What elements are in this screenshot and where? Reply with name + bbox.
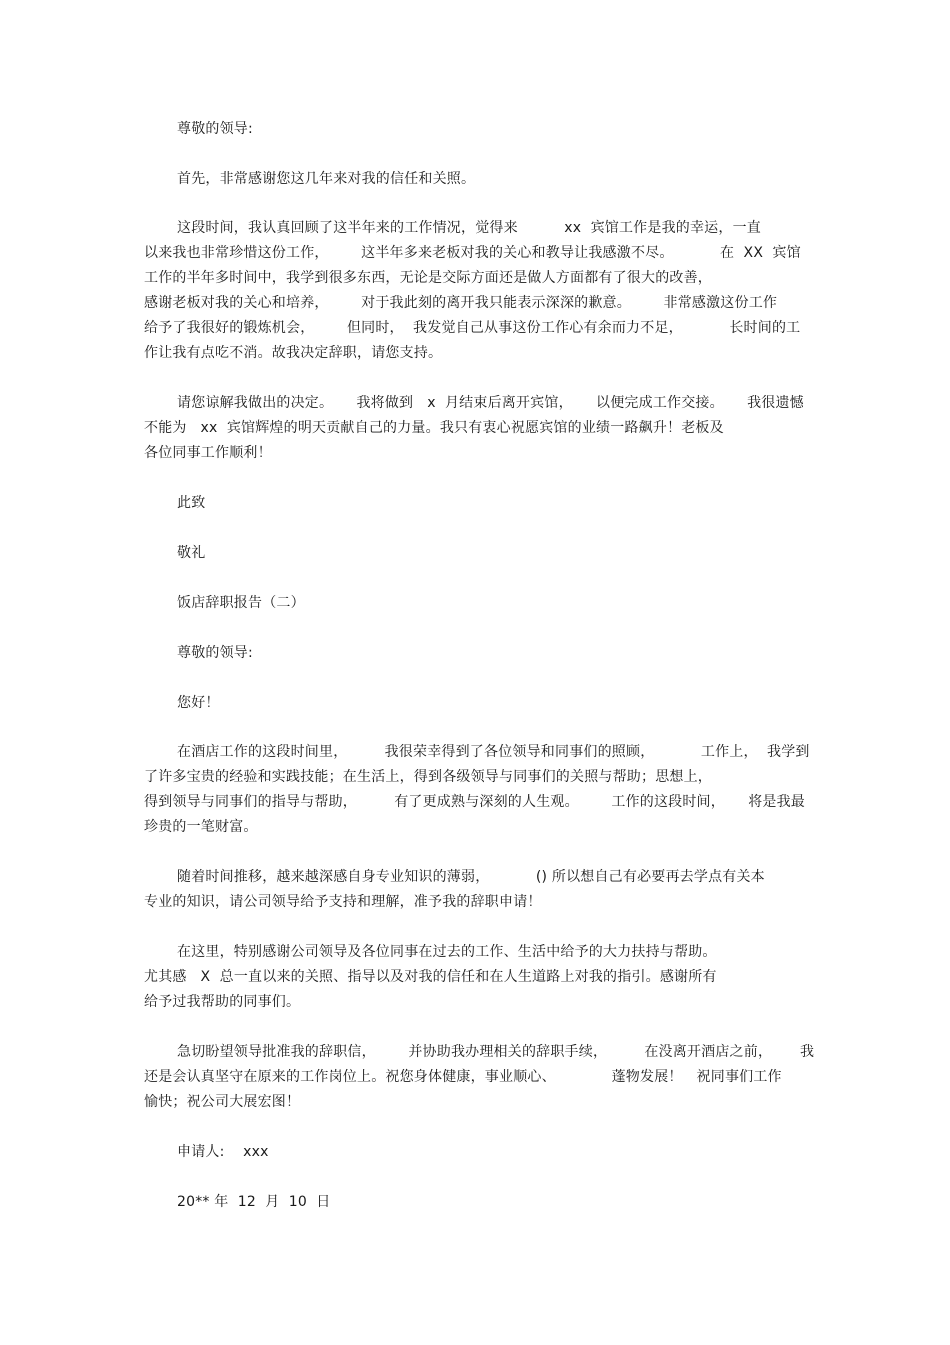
paragraph-2-2-line-2: 专业的知识，请公司领导给予支持和理解，准予我的辞职申请！ — [144, 894, 542, 910]
date-line: 20** 年 12 月 10 日 — [177, 1194, 331, 1210]
salutation-1: 尊敬的领导: — [177, 121, 253, 137]
paragraph-1-1: 首先，非常感谢您这几年来对我的信任和关照。 — [177, 171, 476, 187]
paragraph-2-4-line-3: 愉快；祝公司大展宏图！ — [144, 1094, 301, 1110]
paragraph-2-4-line-2: 还是会认真坚守在原来的工作岗位上。祝您身体健康，事业顺心、 蓬物发展！ 祝同事们工作 — [144, 1069, 782, 1085]
applicant-line: 申请人: xxx — [177, 1144, 269, 1160]
letter-2-title: 饭店辞职报告（二） — [177, 595, 305, 611]
paragraph-2-3-line-2: 尤其感 X 总一直以来的关照、指导以及对我的信任和在人生道路上对我的指引。感谢所有 — [144, 969, 717, 985]
paragraph-1-3-line-1: 请您谅解我做出的决定。 我将做到 x 月结束后离开宾馆， 以便完成工作交接。 我很遗憾 — [177, 395, 804, 411]
paragraph-2-2-line-1: 随着时间推移，越来越深感自身专业知识的薄弱， () 所以想自己有必要再去学点有关本 — [177, 869, 765, 885]
paragraph-1-2-line-1: 这段时间，我认真回顾了这半年来的工作情况，觉得来 xx 宾馆工作是我的幸运，一直 — [177, 220, 761, 236]
closing-1: 此致 — [177, 495, 206, 511]
paragraph-1-2-line-6: 作让我有点吃不消。故我决定辞职，请您支持。 — [144, 345, 443, 361]
paragraph-1-2-line-5: 给予了我很好的锻炼机会， 但同时， 我发觉自己从事这份工作心有余而力不足， 长时间的工 — [144, 320, 801, 336]
paragraph-2-3-line-1: 在这里，特别感谢公司领导及各位同事在过去的工作、生活中给予的大力扶持与帮助。 — [177, 944, 717, 960]
paragraph-2-1-line-2: 了许多宝贵的经验和实践技能；在生活上，得到各级领导与同事们的关照与帮助；思想上， — [144, 769, 712, 785]
paragraph-2-4-line-1: 急切盼望领导批准我的辞职信， 并协助我办理相关的辞职手续， 在没离开酒店之前， 我 — [177, 1044, 815, 1060]
paragraph-1-3-line-2: 不能为 xx 宾馆辉煌的明天贡献自己的力量。我只有衷心祝愿宾馆的业绩一路飙升！老板及 — [144, 420, 724, 436]
paragraph-1-3-line-3: 各位同事工作顺利！ — [144, 445, 272, 461]
paragraph-1-2-line-4: 感谢老板对我的关心和培养， 对于我此刻的离开我只能表示深深的歉意。 非常感激这份工作 — [144, 295, 778, 311]
closing-2: 敬礼 — [177, 545, 206, 561]
salutation-2: 尊敬的领导: — [177, 645, 253, 661]
paragraph-2-3-line-3: 给予过我帮助的同事们。 — [144, 994, 301, 1010]
greeting: 您好！ — [177, 695, 220, 711]
paragraph-2-1-line-4: 珍贵的一笔财富。 — [144, 819, 258, 835]
paragraph-2-1-line-3: 得到领导与同事们的指导与帮助， 有了更成熟与深刻的人生观。 工作的这段时间， 将是我最 — [144, 794, 806, 810]
paragraph-2-1-line-1: 在酒店工作的这段时间里， 我很荣幸得到了各位领导和同事们的照顾， 工作上， 我学到 — [177, 744, 810, 760]
paragraph-1-2-line-3: 工作的半年多时间中，我学到很多东西，无论是交际方面还是做人方面都有了很大的改善， — [144, 270, 712, 286]
paragraph-1-2-line-2: 以来我也非常珍惜这份工作， 这半年多来老板对我的关心和教导让我感激不尽。 在 XX 宾馆 — [144, 245, 801, 261]
